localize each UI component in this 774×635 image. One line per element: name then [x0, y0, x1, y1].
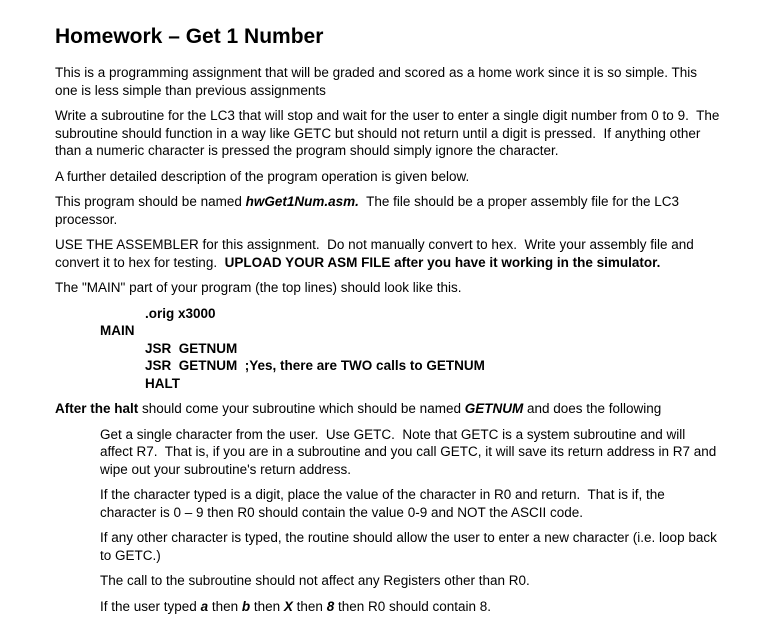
example-char-a: a [200, 598, 209, 614]
para-digit-detail: If the character typed is a digit, place the value of the character in R0 and return. That is if, the character is 0 – 9 then R0 should contain the value 0-9 and NOT the ASCII code. [100, 487, 669, 520]
file-name-text-after: The file should be a proper assembly file for the LC3 processor. [55, 194, 683, 227]
file-name-emphasis: hwGet1Num.asm. [245, 194, 359, 209]
code-line-jsr-second: JSR GETNUM ;Yes, there are TWO calls to GETNUM [145, 358, 485, 373]
example-text-3: then [250, 598, 284, 614]
code-line-orig: .orig x3000 [145, 305, 216, 321]
para-main-intro: The "MAIN" part of your program (the top lines) should look like this. [55, 280, 462, 295]
para-example [55, 598, 720, 616]
getnum-emphasis: GETNUM [464, 401, 524, 416]
page-title: Homework – Get 1 Number [55, 25, 324, 48]
code-line-main-label: MAIN [100, 323, 135, 338]
example-text-4: then [292, 598, 327, 614]
code-line-jsr-first: JSR GETNUM [145, 340, 238, 356]
assembler-text: USE THE ASSEMBLER for this assignment. Do not manually convert to hex. Write your assembly file and convert it to hex for testing. [55, 237, 698, 270]
example-text-5: then R0 should contain 8. [334, 598, 492, 614]
para-intro: This is a programming assignment that will be graded and scored as a home work since it is so simple. This one is less simple than previous assignments [55, 65, 701, 98]
para-further-description: A further detailed description of the program operation is given below. [55, 168, 470, 184]
example-char-b: b [241, 598, 251, 614]
example-char-8: 8 [326, 598, 335, 614]
upload-emphasis: UPLOAD YOUR ASM FILE after you have it working in the simulator. [224, 254, 661, 270]
para-registers: The call to the subroutine should not affect any Registers other than R0. [100, 573, 530, 588]
example-text-1: If the user typed [100, 598, 201, 614]
para-file-name [55, 193, 720, 228]
after-halt-tail: and does the following [523, 401, 662, 416]
para-assignment-spec: Write a subroutine for the LC3 that will stop and wait for the user to enter a single digit number from 0 to 9. The subroutine should function in a way like GETC but should not return until a digit is pressed. If anything other than a numeric character is pressed the program should simply ignore the character. [55, 108, 724, 158]
example-char-x: X [283, 598, 293, 614]
after-halt-text: should come your subroutine which should be named [138, 401, 465, 416]
para-getc-detail: Get a single character from the user. Use GETC. Note that GETC is a system subroutine and will affect R7. That is, if you are in a subroutine and you call GETC, it will save its return address in R7 and wipe out your subroutine's return address. [100, 426, 721, 477]
code-block [55, 305, 720, 393]
code-line-halt: HALT [145, 375, 180, 391]
para-other-char: If any other character is typed, the routine should allow the user to enter a new character (i.e. loop back to GETC.) [100, 530, 721, 563]
example-text-2: then [208, 598, 242, 614]
after-halt-emphasis: After the halt [55, 401, 139, 416]
file-name-text-before: This program should be named [55, 194, 246, 209]
para-after-halt [55, 400, 720, 418]
para-assembler-instructions [55, 236, 720, 271]
